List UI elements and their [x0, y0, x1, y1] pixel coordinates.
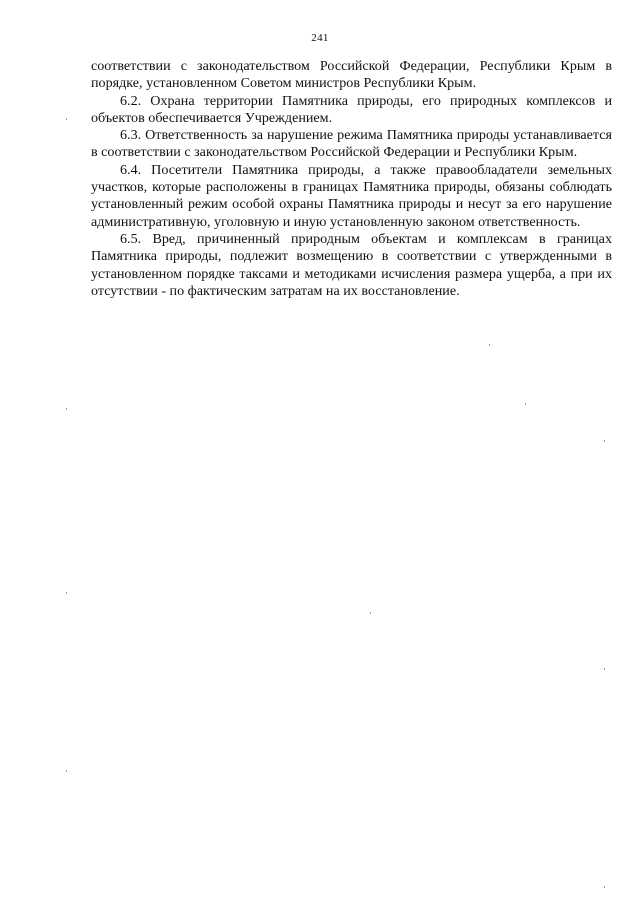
paragraph-6-5: 6.5. Вред, причиненный природным объектам и комплексам в границах Памятника природы, подлежит возмещению в соответствии с утвержденными в установленном порядке таксами и методиками исчисления размера ущерба, а при их отсутствии - по фактическим затратам на их восстановление. [91, 230, 612, 299]
scan-artifact [66, 592, 67, 594]
paragraph-6-4: 6.4. Посетители Памятника природы, а также правообладатели земельных участков, которые расположены в границах Памятника природы, обязаны соблюдать установленный режим особой охраны Памятника природы и несут за его нарушение административную, уголовную и иную установленную законом ответственность. [91, 161, 612, 230]
document-body [91, 58, 612, 300]
scan-artifact [525, 403, 526, 405]
paragraph-6-2: 6.2. Охрана территории Памятника природы, его природных комплексов и объектов обеспечивается Учреждением. [91, 92, 612, 126]
scan-artifact [370, 612, 371, 614]
scan-artifact [604, 886, 605, 888]
scan-artifact [66, 118, 67, 120]
paragraph-continuation: соответствии с законодательством Российской Федерации, Республики Крым в порядке, установленном Советом министров Республики Крым. [91, 58, 612, 92]
scan-artifact [66, 770, 67, 772]
scan-artifact [66, 408, 67, 410]
page-number: 241 [311, 32, 329, 44]
paragraph-6-3: 6.3. Ответственность за нарушение режима Памятника природы устанавливается в соответствии с законодательством Российской Федерации и Республики Крым. [91, 127, 612, 161]
scan-artifact [489, 344, 490, 346]
scan-artifact [604, 440, 605, 442]
scan-artifact [604, 668, 605, 670]
